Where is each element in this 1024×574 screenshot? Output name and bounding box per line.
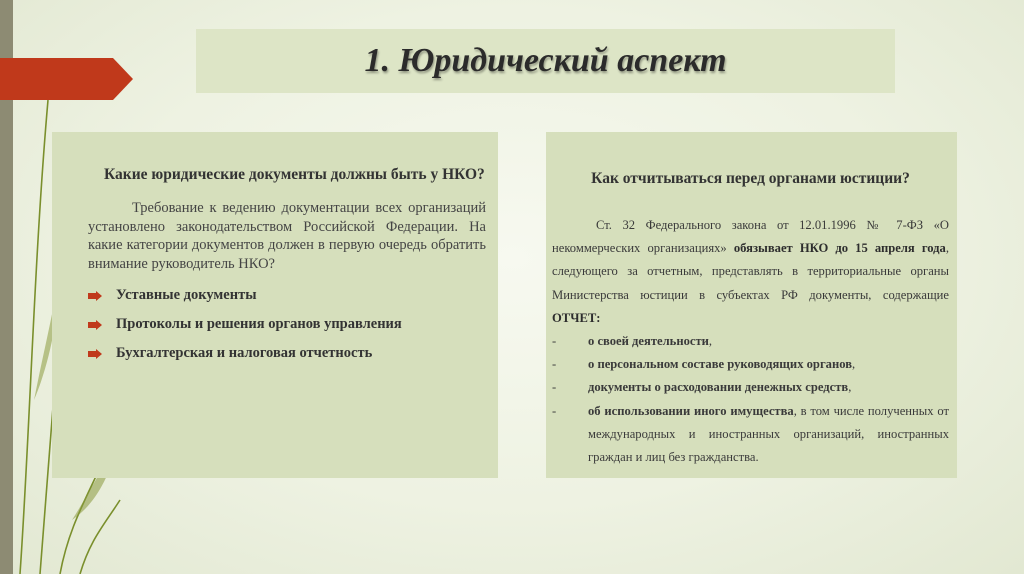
obligation-text: обязывает НКО до 15 апреля года [733, 241, 946, 256]
arrow-bullet-icon [88, 349, 102, 359]
dash-marker: - [552, 403, 557, 418]
report-item-bold: о своей деятельности [588, 334, 709, 349]
report-item-rest: , [708, 334, 713, 349]
report-items-list [552, 330, 949, 469]
dash-marker: - [552, 334, 557, 349]
list-item-label: Уставные документы [116, 287, 257, 303]
list-item [552, 353, 949, 376]
dash-marker: - [552, 357, 557, 372]
report-item-bold: о персональном составе руководящих органов [588, 357, 852, 372]
right-question: Как отчитываться перед органами юстиции? [591, 170, 910, 187]
left-question: Какие юридические документы должны быть у НКО? [104, 166, 485, 183]
justice-reporting-panel [546, 132, 957, 478]
arrow-bullet-icon [88, 291, 102, 301]
report-item-bold: документы о расходовании денежных средств [588, 380, 849, 395]
arrow-bullet-icon [88, 320, 102, 330]
list-item-label: Бухгалтерская и налоговая отчетность [116, 345, 373, 361]
left-intro-text: Требование к ведению документации всех организаций установлено законодательством Российской Федерации. На какие категории документов должен в первую очередь обратить внимание руководитель НКО? [88, 200, 486, 272]
law-reference: Ст. 32 Федерального закона от 12.01.1996 № 7-ФЗ «О некоммерческих организациях» [552, 218, 949, 256]
report-item-bold: об использовании иного имущества [588, 403, 794, 418]
list-item [88, 287, 490, 304]
obligation-continuation: , следующего за отчетным, представлять в территориальные органы Министерства юстиции в субъектах РФ документы, содержащие [552, 241, 949, 302]
list-item [552, 376, 949, 399]
report-item-rest: , в том числе полученных от международных и иностранных организаций, иностранных граждан и лиц без гражданства. [588, 403, 949, 465]
report-item-rest: , [848, 380, 852, 395]
red-arrow-tab [0, 58, 133, 100]
report-item-rest: , [852, 357, 856, 372]
legal-documents-panel [52, 132, 498, 478]
list-item [552, 330, 949, 353]
document-list [88, 287, 490, 362]
law-paragraph [552, 214, 949, 330]
list-item [552, 400, 949, 470]
dash-marker: - [552, 380, 557, 395]
title-banner [196, 29, 895, 93]
list-item [88, 316, 490, 333]
report-label: ОТЧЕТ: [552, 310, 601, 325]
list-item-label: Протоколы и решения органов управления [116, 316, 402, 332]
list-item [88, 345, 490, 362]
slide-title: 1. Юридический аспект [364, 42, 727, 79]
